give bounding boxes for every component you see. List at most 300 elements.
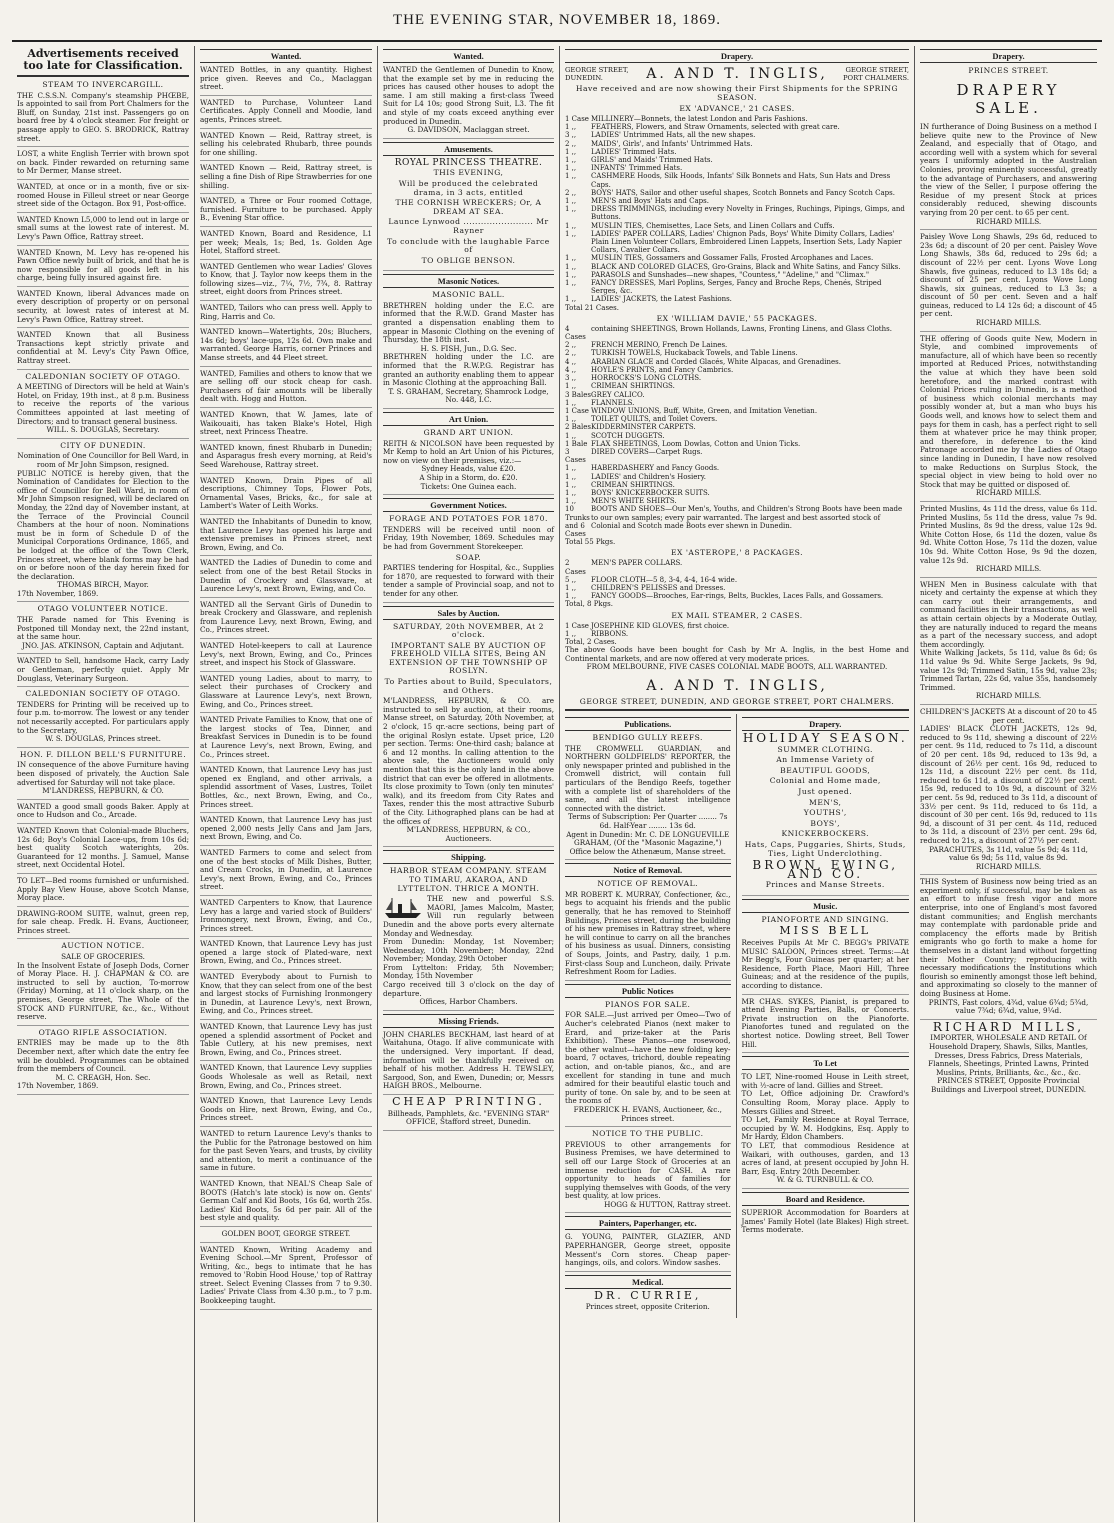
painter-body: G. YOUNG, PAINTER, GLAZIER, AND PAPERHANGER, George street, opposite Messent's Corn stores. Cheap paper-hangings, oils, and colors. Window sashes. bbox=[565, 1232, 731, 1268]
lot-quantity: 1 ,, bbox=[565, 172, 577, 181]
lot-description: DIRED COVERS—Carpet Rugs. bbox=[591, 447, 703, 456]
late-ad bbox=[17, 690, 189, 748]
lot-quantity: 2 ,, bbox=[565, 139, 577, 148]
late-ad bbox=[17, 877, 189, 907]
auction-body: M'LANDRESS, HEPBURN, & CO. are instructed to sell by auction, at their rooms, Manse street, on Saturday, 20th November, at 2 o'clock, 15 qr.-acre sections, being part of the original Roslyn estate. Upset price, L20 per section. Terms: One-third cash; balance at 6 and 12 months. In calling attention to the above sale, the Auctioneers would only mention that this is the only land in the above district that can ever be offered in allotments. Its close proximity to Town (only ten minutes' walk), and its freedom from City Rates and Taxes, render this the most attractive Suburb of the City. Lithographed plans can be had at the offices of bbox=[383, 696, 554, 826]
children-jackets: CHILDREN'S JACKETS At a discount of 20 to 45 per cent. bbox=[920, 707, 1097, 725]
inglis-name: A. AND T. INGLIS, bbox=[646, 66, 828, 82]
wanted-ad-text: WANTED Bottles, in any quantity. Highest price given. Reeves and Co., Maclaggan street. bbox=[200, 65, 372, 92]
lot-row bbox=[565, 505, 909, 538]
wanted-ad bbox=[200, 518, 372, 556]
late-ad-sign: M. C. CREAGH, Hon. Sec. bbox=[55, 1072, 151, 1082]
soap-body: PARTIES tendering for Hospital, &c., Supplies for 1870, are requested to forward with their tender a sample of Provincial soap, and not to tender for any other. bbox=[383, 563, 554, 598]
late-ad-body: WANTED Known that all Business Transactions kept strictly private and confidential at M. Levy's City Pawn Office, Rattray street. bbox=[17, 330, 189, 366]
late-ad-title: STEAM TO INVERCARGILL. bbox=[42, 80, 164, 89]
missing-body: JOHN CHARLES BECKHAM, last heard of at Waitahuna, Otago. If alive communicate with the undersigned. Very important. If dead, information will be thankfully received on behalf of his mother. Address H. TEWSLEY, Sargood, Son, and Ewen, Dunedin; or, Messrs HAIGH BROS., Melbourne. bbox=[383, 1029, 554, 1091]
lot-row bbox=[565, 172, 909, 188]
public-notice-body: PREVIOUS to other arrangements for Business Premises, we have determined to sell off our Large Stock of Groceries at an immense reduction for CASH. A rare opportunity to heads of families for supplying themselves with Goods, of the very best quality, at low prices. bbox=[565, 1139, 731, 1201]
wanted-header: Wanted. bbox=[200, 49, 372, 63]
printing-body: Billheads, Pamphlets, &c. "EVENING STAR" OFFICE, Stafford street, Dunedin. bbox=[387, 1108, 550, 1127]
late-ad-body: TO LET—Bed rooms furnished or unfurnished. Apply Bay View House, above Scotch Manse, Moray place. bbox=[17, 875, 189, 903]
late-ad-title: AUCTION NOTICE. bbox=[61, 941, 145, 951]
late-ad bbox=[17, 373, 189, 439]
lot-description: KIDDERMINSTER CARPETS. bbox=[591, 423, 696, 432]
lot-description: BOOTS AND SHOES—Our Men's, Youths, and Children's Strong Boots have been made to our own samples; every pair warranted. The largest and best assorted stock of Colonial and Scotch made Boots ever shewn in Dunedin. bbox=[591, 505, 903, 530]
auction-line: To Parties about to Build, Speculators, and Others. bbox=[384, 677, 553, 695]
late-ad-body: THE C.S.S.N. Company's steamship PHŒBE, Is appointed to sail from Port Chalmers for the Bluff, on Sunday, 21st inst. Passengers go on board free by 4 o'clock steamer. For freight or passage apply to GEO. S. BRODRICK, Rattray street. bbox=[17, 90, 189, 143]
mills-intro: IN furtherance of Doing Business on a method I believe quite new to the Province of New Zealand, and especially that of Otago, and according well with a system which for several years I uniformly adopted in the Australian Colonies, proving eminently successful, greatly to the advantage of Purchasers, and answering the view of the Seller, I purpose offering the Residue of my present Stock at prices considerably reduced, shewing discounts varying from 20 per cent. to 65 per cent. bbox=[920, 122, 1097, 217]
brown-ewing-address: Princes and Manse Streets. bbox=[765, 880, 885, 890]
wanted-ad bbox=[200, 1023, 372, 1061]
holiday-line: BEAUTIFUL GOODS, bbox=[780, 765, 871, 775]
lot-quantity: 1 ,, bbox=[565, 497, 577, 506]
lot-row bbox=[565, 222, 909, 230]
lot-row bbox=[565, 156, 909, 164]
lot-quantity: 1 ,, bbox=[565, 205, 577, 214]
board-header: Board and Residence. bbox=[742, 1192, 910, 1206]
wanted-ad bbox=[200, 328, 372, 366]
sailing-line: Offices, Harbor Chambers. bbox=[419, 997, 518, 1007]
lot-description: MILLINERY—Bonnets, the latest London and Paris Fashions. bbox=[591, 115, 808, 123]
wanted-ad-text: WANTED Known, that Laurence Levy has just opened a large stock of Plated-ware, next Brown, Ewing, and Co., Princes street. bbox=[200, 939, 372, 966]
wanted-ad bbox=[200, 1246, 372, 1310]
lot-description: BOYS' KNICKERBOCKER SUITS. bbox=[591, 488, 710, 497]
lot-quantity: 1 ,, bbox=[565, 123, 577, 132]
lot-description: WINDOW UNIONS, Buff, White, Green, and Imitation Venetian. bbox=[591, 406, 818, 415]
lot-row bbox=[565, 295, 909, 303]
lot-quantity: 1 Bale bbox=[565, 439, 588, 448]
lot-quantity: 2 ,, bbox=[565, 341, 577, 350]
painters-header: Painters, Paperhanger, etc. bbox=[565, 1216, 731, 1230]
late-ad-body: WANTED Known that Colonial-made Bluchers, 12s 6d; Boy's Colonial Lace-ups, from 10s 6d; best quality Scotch waterights, 20s. Guaranteed for 12 months. J. Samuel, Manse street, next Occidental Hotel. bbox=[17, 825, 189, 870]
lot-description: FANCY DRESSES, Marl Poplins, Serges, Fancy and Broche Reps, Chenés, Striped Serges, &c. bbox=[591, 279, 882, 296]
wanted-ad-text: GOLDEN BOOT, GEORGE STREET. bbox=[221, 1228, 351, 1238]
lot-total: Total 21 Cases. bbox=[565, 303, 620, 312]
lot-description: HORROCKS'S LONG CLOTHS. bbox=[591, 374, 702, 383]
government-ad bbox=[383, 515, 554, 602]
bendigo-title: BENDIGO GULLY REEFS. bbox=[592, 732, 703, 742]
shipping-header: Shipping. bbox=[383, 850, 554, 864]
lot-quantity: 4 Cases bbox=[565, 324, 586, 342]
lot-row bbox=[565, 140, 909, 148]
lot-quantity: 1 Case bbox=[565, 406, 589, 415]
lot-description: INFANTS' Trimmed Hats. bbox=[591, 164, 683, 173]
inglis-outro-text: The above Goods have been bought for Cash by Mr A. Inglis, in the best Home and Continental markets, and are now offered at very moderate prices. bbox=[565, 645, 909, 663]
lot-description: MUSLIN TIES, Gossamers and Gossamer Falls, Frosted Arcophanes and Laces. bbox=[591, 254, 874, 263]
holiday-line: MEN'S, bbox=[809, 797, 842, 807]
column-late-ads bbox=[12, 46, 195, 1522]
lot-quantity: 1 ,, bbox=[565, 415, 577, 424]
late-ad bbox=[17, 657, 189, 687]
late-ad-body: TENDERS for Printing will be received up to four p.m. to-morrow. The lowest or any tender not necessarily accepted. For particulars apply to the Secretary, bbox=[17, 699, 189, 735]
wanted-ad-text: WANTED, Families and others to know that we are selling off our stock cheap for cash. Purchasers of fair amounts will be liberally dealt with. Hogg and Hutton. bbox=[200, 368, 372, 404]
late-ad-body: ENTRIES may be made up to the 8th December next, after which date the entry fee will be doubled. Programmes can be obtained from the members of Council. bbox=[17, 1038, 189, 1074]
lot-row bbox=[565, 592, 909, 600]
lot-row bbox=[565, 115, 909, 123]
art-union-title: GRAND ART UNION. bbox=[423, 428, 514, 437]
masonic-sign-2: T. S. GRAHAM, Secretary, Shamrock Lodge, No. 448, I.C. bbox=[388, 386, 549, 405]
forage-body: TENDERS will be received until noon of Friday, 19th November, 1869. Schedules may be had from Government Storekeeper. bbox=[383, 524, 554, 551]
lot-list bbox=[565, 559, 909, 600]
lot-description: GIRLS' and Maids' Trimmed Hats. bbox=[591, 156, 713, 165]
lot-quantity: 1 ,, bbox=[565, 254, 577, 263]
lot-total: Total 55 Pkgs. bbox=[565, 538, 616, 547]
lot-list bbox=[565, 325, 909, 538]
inglis-melbourne: FROM MELBOURNE, FIVE CASES COLONIAL MADE BOOTS, ALL WARRANTED. bbox=[586, 662, 888, 672]
wanted-ad-text: WANTED known—Watertights, 20s; Bluchers, 14s 6d; boys' lace-ups, 12s 6d. Own make and warranted. George Harris, corner Princes and Manse streets, and 44 Fleet street. bbox=[200, 327, 372, 363]
lot-description: FANCY GOODS—Brooches, Ear-rings, Belts, Buckles, Laces Falls, and Gossamers. bbox=[591, 592, 884, 601]
lot-quantity: 1 ,, bbox=[565, 464, 577, 473]
mills-sign: RICHARD MILLS. bbox=[975, 318, 1042, 328]
lot-description: GREY CALICO. bbox=[591, 390, 645, 399]
lot-row bbox=[565, 464, 909, 472]
inglis-outro bbox=[565, 646, 909, 675]
lot-description: LADIES' Trimmed Hats. bbox=[591, 147, 677, 156]
bendigo-agent: Agent in Dunedin: Mr. C. DE LONGUEVILLE GRAHAM, (Of the "Masonic Magazine,") Office below the Athenæum, Manse street. bbox=[566, 829, 730, 856]
lot-description: MEN'S PAPER COLLARS. bbox=[591, 559, 683, 568]
wanted-ad bbox=[200, 973, 372, 1020]
lot-row bbox=[565, 559, 909, 575]
lot-row bbox=[565, 358, 909, 366]
lot-list bbox=[565, 622, 909, 638]
lot-quantity: 1 ,, bbox=[565, 156, 577, 165]
masonic-title: MASONIC BALL. bbox=[432, 290, 505, 300]
lot-row bbox=[565, 440, 909, 448]
wanted-ad bbox=[200, 642, 372, 672]
theatre-line: To conclude with the laughable Farce of bbox=[387, 236, 550, 255]
lot-description: CHILDREN'S PELISSES and Dresses. bbox=[591, 583, 726, 592]
column-notices bbox=[378, 46, 560, 1522]
shipping-title: HARBOR STEAM COMPANY. STEAM TO TIMARU, AKAROA, AND LYTTELTON. THRICE A MONTH. bbox=[389, 866, 548, 893]
lot-description: DRESS TRIMMINGS, including every Novelty in Fringes, Ruchings, Pipings, Gimps, and Buttons. bbox=[591, 205, 905, 222]
holiday-line: YOUTHS', bbox=[803, 808, 847, 818]
printing-ad bbox=[383, 1095, 554, 1131]
sailing-line: Cargo received till 3 o'clock on the day of departure. bbox=[383, 980, 554, 998]
pianos-body: FOR SALE.—Just arrived per Omeo—Two of Aucher's celebrated Pianos (next maker to Erard, and prize-taker at the Paris Exhibition). These Pianos—one rosewood, the other walnut—have the new folding key-board, 7 octaves, trichord, double repeating action, and on-table pianos, &c., and are excellent for standing in tune and much admired for their beautiful elastic touch and purity of tone. On sale by, and to be seen at the rooms of bbox=[565, 1010, 731, 1106]
masonic-body-2: BRETHREN holding under the I.C. are informed that the R.W.P.G. Registrar has granted an authority enabling them to appear in Masonic Clothing at the approaching Ball. bbox=[383, 352, 554, 388]
public-notice-sign: HOGG & HUTTON, Rattray street. bbox=[604, 1199, 731, 1209]
wanted-ad-text: WANTED to return Laurence Levy's thanks to the Public for the Patronage bestowed on him for the past Seven Years, and trusts, by civility and attention, to merit a continuance of the same in future. bbox=[200, 1128, 372, 1173]
system-ad bbox=[920, 878, 1097, 1020]
late-ad bbox=[17, 290, 189, 328]
wanted-ad bbox=[200, 601, 372, 639]
wanted-ad-text: WANTED Known, Drain Pipes of all descriptions, Chimney Tops, Flower Pots, Ornamental Vases, Bricks, &c., for sale at Lambert's Water of Leith Works. bbox=[200, 475, 372, 511]
lot-description: TURKISH TOWELS, Huckaback Towels, and Table Linens. bbox=[591, 349, 798, 358]
lot-quantity: 3 ,, bbox=[565, 131, 577, 140]
lot-quantity: 1 ,, bbox=[565, 221, 577, 230]
late-ad bbox=[17, 942, 189, 1025]
late-ad-body: A MEETING of Directors will be held at Wain's Hotel, on Friday, 19th inst., at 8 p.m. Business to receive the reports of the various Committees appointed at last meeting of Directors; and to transact general business. bbox=[17, 382, 189, 426]
lot-description: BLACK AND COLORED GLACES, Gro-Grains, Black and White Satins, and Fancy Silks. bbox=[591, 262, 901, 271]
lot-row bbox=[565, 584, 909, 592]
lot-description: containing SHEETINGS, Brown Hollands, Lawns, Fronting Linens, and Glass Cloths. bbox=[591, 324, 892, 333]
late-ad-body: WANTED Known, liberal Advances made on every description of property or on personal security, at lowest rates of interest at M. Levy's Pawn Office, Rattray street. bbox=[17, 288, 189, 324]
lot-quantity: 3 ,, bbox=[565, 374, 577, 383]
lot-row bbox=[565, 148, 909, 156]
when-ad bbox=[920, 581, 1097, 705]
late-ad-title: OTAGO VOLUNTEER NOTICE. bbox=[37, 604, 169, 614]
lot-description: PARASOLS and Sunshades—new shapes, "Countess," "Adeline," and "Climax." bbox=[591, 270, 870, 279]
wanted-ad-text: WANTED Carpenters to Know, that Laurence Levy has a large and varied stock of Builders' Ironmongery, next Brown, Ewing, and Co., Princes street. bbox=[200, 897, 372, 933]
lot-row bbox=[565, 423, 909, 431]
theatre-line: THE CORNISH WRECKERS; Or, A DREAM AT SEA. bbox=[395, 198, 542, 216]
lot-row bbox=[565, 432, 909, 440]
medical-body: Princes street, opposite Criterion. bbox=[585, 1302, 710, 1312]
lot-description: JOSEPHINE KID GLOVES, first choice. bbox=[591, 621, 730, 630]
late-ad-body: WANTED, at once or in a month, five or six-roomed House in Filleul street or near George street side of the Octagon. Box 91, Post-office. bbox=[17, 181, 189, 209]
art-union-header: Art Union. bbox=[383, 412, 554, 426]
inglis-right-addr: GEORGE STREET, PORT CHALMERS. bbox=[842, 66, 909, 82]
lot-quantity: 3 Cases bbox=[565, 447, 586, 465]
late-ad-body: IN consequence of the above Furniture having been disposed of privately, the Auction Sale advertised for Saturday will not take place. bbox=[17, 760, 189, 787]
lot-row bbox=[565, 391, 909, 399]
late-ad-body: THE Parade named for This Evening is Postponed till Monday next, the 22nd instant, at the same hour. bbox=[17, 615, 189, 642]
inglis-subcolumns bbox=[565, 714, 909, 1318]
lot-quantity: 2 Bales bbox=[565, 423, 591, 432]
music-header: Music. bbox=[742, 899, 910, 913]
bendigo-ad bbox=[565, 734, 731, 860]
lot-row bbox=[565, 230, 909, 255]
lot-row bbox=[565, 473, 909, 481]
lot-quantity: 1 ,, bbox=[565, 295, 577, 304]
late-ad-sub: Nomination of One Councillor for Bell Ward, in room of Mr John Simpson, resigned. bbox=[17, 451, 189, 469]
wanted-ad bbox=[200, 164, 372, 194]
lot-description: HABERDASHERY and Fancy Goods. bbox=[591, 464, 720, 473]
lot-row bbox=[565, 448, 909, 464]
lot-row bbox=[565, 407, 909, 415]
lot-description: MAIDS', Girls', and Infants' Untrimmed Hats. bbox=[591, 139, 753, 148]
holiday-line: An Immense Variety of bbox=[776, 755, 875, 765]
lot-description: BOYS' HATS, Sailor and other useful shapes, Scotch Bonnets and Fancy Scotch Caps. bbox=[591, 188, 895, 197]
muslins-body: Printed Muslins, 4s 11d the dress, value 6s 11d. Printed Muslins, 5s 11d the dress, value 7s 9d. Printed Muslins, 8s 9d the dress, value 12s 9d. White Cotton Hose, 6s 11d the dozen, value 8s 9d. White Cotton Hose, 7s 11d the dozen, value 10s 9d. White Cotton Hose, 9s 9d the dozen, value 12s 9d. bbox=[920, 503, 1097, 565]
davidson-body: WANTED the Gentlemen of Dunedin to Know, that the example set by me in reducing the prices has caused other houses to adopt the same. I am still making a first-class Tweed Suit for L4 10s; good Strong Suit, L3. The fit and style of my coats exceed anything ever produced in Dunedin. bbox=[383, 65, 554, 126]
lot-description: MEN'S and Boys' Hats and Caps. bbox=[591, 197, 709, 206]
lot-quantity: 10 Trunks and 6 Cases bbox=[565, 505, 590, 538]
wanted-ad bbox=[200, 899, 372, 937]
to-let-sign: W. & G. TURNBULL & CO. bbox=[776, 1175, 874, 1185]
lot-list bbox=[565, 115, 909, 304]
wanted-ad bbox=[200, 1097, 372, 1127]
wanted-header-2: Wanted. bbox=[383, 49, 554, 63]
public-notice-ad bbox=[565, 1130, 731, 1213]
wanted-ad bbox=[200, 1180, 372, 1227]
lot-quantity: 1 ,, bbox=[565, 262, 577, 271]
lot-row bbox=[565, 325, 909, 341]
inglis-firm-row bbox=[565, 66, 909, 82]
lot-quantity: 1 ,, bbox=[565, 629, 577, 638]
theatre-line: TO OBLIGE BENSON. bbox=[421, 255, 516, 265]
lot-row bbox=[565, 366, 909, 374]
late-ad-title: CALEDONIAN SOCIETY OF OTAGO. bbox=[25, 689, 181, 699]
wanted-ad bbox=[200, 304, 372, 325]
lot-quantity: 1 ,, bbox=[565, 229, 577, 238]
lot-description: FLOOR CLOTH—5 8, 3-4, 4-4, 16-4 wide. bbox=[591, 575, 738, 584]
lot-row bbox=[565, 349, 909, 357]
late-ad bbox=[17, 803, 189, 824]
pianos-ad bbox=[565, 1001, 731, 1127]
late-ads-header: Advertisements received too late for Classification. bbox=[17, 48, 189, 77]
removal-ad bbox=[565, 880, 731, 981]
drapery-header-3: Drapery. bbox=[920, 49, 1097, 63]
board-ad bbox=[742, 1209, 910, 1238]
lot-row bbox=[565, 489, 909, 497]
late-ad-body: PUBLIC NOTICE is hereby given, that the Nomination of Candidates for Election to the office of Councillor for Bell Ward, in room of Mr John Simpson resigned, will be declared on Monday, the 22nd day of November instant, at the Terrace of the Provincial Council Chambers at the hour of noon. Nominations must be in form of Schedule D of the Municipal Corporations Ordinance, 1865, and be lodged at the office of the Town Clerk, Princes street, where blank forms may be had on or before noon of the day herein fixed for the declaration. bbox=[17, 468, 189, 581]
mills-sign: RICHARD MILLS. bbox=[975, 861, 1042, 871]
lot-quantity: 1 ,, bbox=[565, 583, 577, 592]
soap-title: SOAP. bbox=[455, 552, 482, 562]
art-union-item: A Ship in a Storm, do. £20. bbox=[419, 472, 518, 482]
lot-quantity: 1 ,, bbox=[565, 279, 577, 288]
bendigo-body: THE CROMWELL GUARDIAN, and NORTHERN GOLDFIELDS' REPORTER, the only newspaper printed and published in the Cromwell district, will contain full particulars of the Bendigo Reefs, together with a complete list of shareholders of the same, and all the latest intelligence connected with the district. bbox=[565, 743, 731, 813]
lot-title: EX 'ADVANCE,' 21 CASES. bbox=[679, 104, 795, 113]
wanted-ad-text: WANTED Private Families to Know, that one of the largest stocks of Tea, Dinner, and Breakfast Services in Dunedin is to be found at Laurence Levy's, next Brown, Ewing, and Co., Princes street. bbox=[200, 715, 372, 759]
late-ad bbox=[17, 331, 189, 369]
lot-description: ARABIAN GLACE and Corded Glacés, White Alpacas, and Grenadines. bbox=[591, 357, 841, 366]
masonic-header: Masonic Notices. bbox=[383, 274, 554, 288]
ladies-jackets-ad bbox=[920, 708, 1097, 875]
wanted-ad-text: WANTED Hotel-keepers to call at Laurence Levy's, next Brown, Ewing, and Co., Princes street, and inspect his Stock of Glassware. bbox=[200, 641, 372, 668]
lot-row bbox=[565, 630, 909, 638]
wanted-ad-text: WANTED Known, that Laurence Levy supplies Goods Wholesale as well as Retail, next Brown, Ewing, and Co., Princes street. bbox=[200, 1063, 372, 1090]
late-ad bbox=[17, 827, 189, 874]
prints-line: PRINTS, Fast colors, 4¾d, value 6¾d; 5¾d, value 7¾d; 6¾d, value, 9¼d. bbox=[928, 997, 1089, 1016]
ladies-jackets-body: LADIES' BLACK CLOTH JACKETS, 12s 9d, reduced to 9s 11d, shewing a discount of 22½ per cent. 9s 11d, reduced to 7s 11d, a discount of 20 per cent. 18s 9d, reduced to 13s 9d, a discount of 26½ per cent. 16s 9d, reduced to 12s 11d, a discount 22½ per cent. 8s 11d, reduced to 6s 11d, a discount of 22½ per cent. 15s 9d, reduced to 10s 9d, a discount of 32½ per cent. 5s 9d, reduced to 3s 11d, a discount of 33½ per cent. 9s 11d, reduced to 6s 11d, a discount of 30 per cent. 16s 9d, reduced to 11s 9d, a discount of 31 per cent. 4s 11d, reduced to 3s 11d, a discount of 23½ per cent. 29s 6d, reduced to 21s, a discount of 27½ per cent. bbox=[920, 724, 1097, 845]
medical-title: DR. CURRIE, bbox=[594, 1288, 702, 1302]
late-ad bbox=[17, 751, 189, 800]
lot-row bbox=[565, 197, 909, 205]
sykes-body: MR CHAS. SYKES, Pianist, is prepared to attend Evening Parties, Balls, or Concerts. Private instruction on the Pianoforte. Pianofortes tuned and regulated on the shortest notice. Dowling street, Bell Tower Hill. bbox=[741, 996, 909, 1049]
lot-quantity: 2 ,, bbox=[565, 188, 577, 197]
wanted-ad bbox=[200, 1230, 372, 1243]
lot-quantity: 1 ,, bbox=[565, 197, 577, 206]
wanted-ad bbox=[200, 816, 372, 846]
lot-quantity: 1 ,, bbox=[565, 270, 577, 279]
lot-row bbox=[565, 131, 909, 139]
wanted-ad-text: WANTED Farmers to come and select from one of the best stocks of Milk Dishes, Butter, and Cream Crocks, in Dunedin, at Laurence Levy's, next Brown, Ewing, and Co., Princes street. bbox=[200, 847, 372, 892]
wanted-ad bbox=[200, 675, 372, 713]
wanted-ad bbox=[200, 99, 372, 129]
lot-row bbox=[565, 279, 909, 295]
lot-row bbox=[565, 271, 909, 279]
auction-header: Sales by Auction. bbox=[383, 606, 554, 620]
wanted-ad-text: WANTED known, finest Rhubarb in Dunedin; and Asparagus fresh every morning, at Reid's Seed Warehouse, Rattray street. bbox=[200, 442, 372, 469]
wanted-ad-text: WANTED all the Servant Girls of Dunedin to break Crockery and Glassware, and replenish from Laurence Levy, next Brown, Ewing, and Co., Princes street. bbox=[200, 599, 372, 635]
lot-quantity: 2 ,, bbox=[565, 349, 577, 358]
shipping-body: THE new and powerful S.S. MAORI, James Malcolm, Master, Will run regularly between Dunedin and the above ports every alternate Monday and Wednesday. bbox=[383, 894, 554, 938]
late-ad-title: HON. F. DILLON BELL'S FURNITURE. bbox=[19, 749, 187, 759]
lot-row bbox=[565, 189, 909, 197]
holiday-line: BOYS', bbox=[810, 818, 841, 828]
wanted-ad-text: WANTED Known, that NEAL'S Cheap Sale of BOOTS (Hatch's late stock) is now on. Gents' German Calf and Kid Boots, 16s 6d, worth 25s. Ladies' Kid Boots, 5s 6d per pair. All of the best style and quality. bbox=[200, 1178, 372, 1223]
shipping-ad bbox=[383, 867, 554, 1011]
bendigo-terms: Terms of Subscription: Per Quarter ........ 7s 6d. Half-Year ........ 13s 6d. bbox=[568, 812, 728, 830]
late-ad-title: CITY OF DUNEDIN. bbox=[60, 440, 146, 450]
auction-line: SATURDAY, 20th NOVEMBER, At 2 o'clock. bbox=[393, 621, 544, 640]
lot-total: Total, 8 Pkgs. bbox=[565, 600, 613, 609]
late-ad-body: WANTED Known L5,000 to lend out in large or small sums at the lowest rate of interest. M. Levy's Pawn Office, Rattray street. bbox=[17, 214, 189, 241]
to-let-item: TO Let, Family Residence at Royal Terrace, occupied by W. M. Hodgkins, Esq. Apply to Mr Hardy, Eldon Chambers. bbox=[741, 1115, 909, 1142]
forage-title: FORAGE AND POTATOES FOR 1870. bbox=[389, 514, 548, 524]
lot-row bbox=[565, 263, 909, 271]
holiday-lines bbox=[742, 746, 910, 859]
auction-line: IMPORTANT SALE BY AUCTION OF FREEHOLD VILLA SITES, Being AN EXTENSION OF THE TOWNSHIP OF ROSLYN. bbox=[389, 640, 548, 676]
subcolumn-right bbox=[737, 714, 910, 1318]
mills-intro-ad bbox=[920, 123, 1097, 230]
lot-row bbox=[565, 341, 909, 349]
printing-title: CHEAP PRINTING. bbox=[392, 1095, 545, 1108]
lot-description: FLANNELS. bbox=[591, 398, 635, 407]
wanted-ad-text: WANTED, Tailors who can press well. Apply to Ring, Harris and Co. bbox=[200, 303, 372, 321]
wanted-ad bbox=[200, 716, 372, 763]
mills-sign: RICHARD MILLS. bbox=[975, 691, 1042, 701]
lot-description: LADIES' PAPER COLLARS, Ladies' Chignon Pads, Boys' White Dimity Collars, Ladies' Plain Linen Volunteer Collars, Embroidered Linen Lappets, Insertion Sets, Lady Napier Collars, Cavalier Collars. bbox=[591, 229, 902, 255]
shawls-body: Paisley Wove Long Shawls, 29s 6d, reduced to 23s 6d; a discount of 20 per cent. Paisley Wove Long Shawls, 38s 6d, reduced to 29s 6d; a discount of 22½ per cent. Lyons Wove Long Shawls, five guineas, reduced to L3 18s 6d; a discount of 25 per cent. Lyons Wove Long Shawls, six guineas, reduced to L3 3s; a discount of 50 per cent. Seven and a half guineas, reduced to L4 12s 6d; a discount of 45 per cent. bbox=[920, 232, 1097, 319]
auction-ad bbox=[383, 623, 554, 848]
holiday-line: Colonial and Home made, bbox=[769, 776, 881, 786]
late-ad-sign: W. S. DOUGLAS, Princes street. bbox=[45, 734, 161, 744]
lot-quantity: 3 Bales bbox=[565, 390, 591, 399]
lot-row bbox=[565, 382, 909, 390]
theatre-line: Launce Lynwood ........................ Mr Rayner bbox=[388, 217, 549, 235]
davidson-sign: G. DAVIDSON, Maclaggan street. bbox=[407, 125, 530, 135]
lot-total: Total, 2 Cases. bbox=[565, 637, 617, 646]
masonic-body-1: BRETHREN holding under the E.C. are informed that the R.W.D. Grand Master has granted a dispensation enabling them to appear in Masonic Clothing on the evening of Thursday, the 18th inst. bbox=[383, 300, 554, 345]
lot-description: RIBBONS. bbox=[591, 629, 629, 638]
late-ad-body: WANTED to Sell, handsome Hack, carry Lady or Gentleman, perfectly quiet. Apply Mr Douglass, Veterinary Surgeon. bbox=[17, 656, 189, 683]
lot-row bbox=[565, 164, 909, 172]
lot-quantity: 1 ,, bbox=[565, 147, 577, 156]
art-union-item: Tickets: One Guinea each. bbox=[420, 481, 517, 491]
wanted-ad bbox=[200, 370, 372, 408]
wanted-ad bbox=[200, 1064, 372, 1094]
when-body: WHEN Men in Business calculate with that nicety and certainty the expense at which they can carry out their arrangements, and command facilities in their transactions, as well as attain certain objects by a Moderate Outlay, they are naturally induced to regard the means as a part of the necessary success, and adopt them accordingly. bbox=[920, 579, 1097, 649]
wanted-ad-text: WANTED Known, that W. James, late of Waikouaiti, has taken Blake's Hotel, High street, next Princess Theatre. bbox=[200, 410, 372, 437]
holiday-ad bbox=[742, 730, 910, 896]
lot-quantity: 5 ,, bbox=[565, 575, 577, 584]
lot-title: EX 'ASTEROPE,' 8 PACKAGES. bbox=[670, 548, 803, 558]
lot-quantity: 1 Case bbox=[565, 621, 589, 630]
mills-footer-name: RICHARD MILLS, bbox=[932, 1019, 1085, 1034]
wanted-ad-text: WANTED to Purchase, Volunteer Land Certificates. Apply Connell and Moodie, land agents, Princes street. bbox=[200, 97, 372, 124]
music-title: PIANOFORTE AND SINGING. bbox=[761, 914, 889, 924]
lot-description: TOILET QUILTS, and Toilet Covers. bbox=[591, 415, 718, 424]
late-ad bbox=[17, 183, 189, 213]
to-let-item: TO Let, Office adjoining Dr. Crawford's Consulting Room, Moray place. Apply to Messrs Gillies and Street. bbox=[741, 1089, 909, 1116]
lot-title: EX 'WILLIAM DAVIE,' 55 PACKAGES. bbox=[656, 313, 818, 323]
public-notices-header: Public Notices bbox=[565, 984, 731, 998]
art-union-body: REITH & NICOLSON have been requested by Mr Kemp to hold an Art Union of his Pictures, now on view on their premises, viz.:— bbox=[383, 438, 554, 465]
theatre-line: THIS EVENING, bbox=[433, 168, 504, 178]
lot-row bbox=[565, 481, 909, 489]
wanted-ad-text: WANTED, a Three or Four roomed Cottage, furnished. Furniture to be purchased. Apply B., Evening Star office. bbox=[200, 196, 372, 223]
wanted-ad bbox=[200, 559, 372, 597]
late-ad-title: CALEDONIAN SOCIETY OF OTAGO. bbox=[25, 371, 181, 381]
late-ad-body: LOST, a white English Terrier with brown spot on back. Finder rewarded on returning same to Mr Dermer, Manse street. bbox=[17, 149, 189, 176]
lot-description: CASHMERE Hoods, Silk Hoods, Infants' Silk Bonnets and Hats, Sun Hats and Dress Caps. bbox=[591, 172, 891, 189]
holiday-line: Hats, Caps, Puggaries, Shirts, Studs, Ties, Light Underclothing. bbox=[744, 839, 906, 858]
wanted-list bbox=[200, 66, 372, 1310]
wanted-ad bbox=[200, 940, 372, 970]
wanted-ad-text: WANTED the Ladies of Dunedin to come and select from one of the best Retail Stocks in Dunedin of Crockery and Glassware, at Laurence Levy's, next Brown, Ewing, and Co. bbox=[200, 558, 372, 594]
holiday-line: Just opened. bbox=[798, 786, 853, 796]
wanted-ad-text: WANTED Known, that Laurence Levy Lends Goods on Hire, next Brown, Ewing, and Co., Princes street. bbox=[200, 1096, 372, 1123]
muslins-ad bbox=[920, 505, 1097, 578]
pianos-sign: FREDERICK H. EVANS, Auctioneer, &c., Princes street. bbox=[573, 1104, 722, 1123]
missing-ad bbox=[383, 1031, 554, 1095]
wanted-ad-text: WANTED Known, Writing Academy and Evening School.—Mr Sprent, Professor of Writing, &c., begs to intimate that he has removed to 'Robin Hood House,' top of Rattray street. Select Evening Classes from 7 to 9.30. Ladies' Private Class from 4.30 p.m., to 7 p.m. Bookkeeping taught. bbox=[200, 1244, 372, 1306]
parachutes: PARACHUTES, 3s 11d, value 5s 9d; 4s 11d, value 6s 9d; 5s 11d, value 8s 9d. bbox=[929, 844, 1088, 863]
mills-footer-body: IMPORTER, WHOLESALE AND RETAIL Of Household Drapery, Shawls, Silks, Mantles, Dresses, Dress Fabrics, Dress Materials, Flannels, Sheetings, Printed Lawns, Printed Muslins, Prints, Brilliants, &c., &c., &c. bbox=[928, 1033, 1089, 1077]
